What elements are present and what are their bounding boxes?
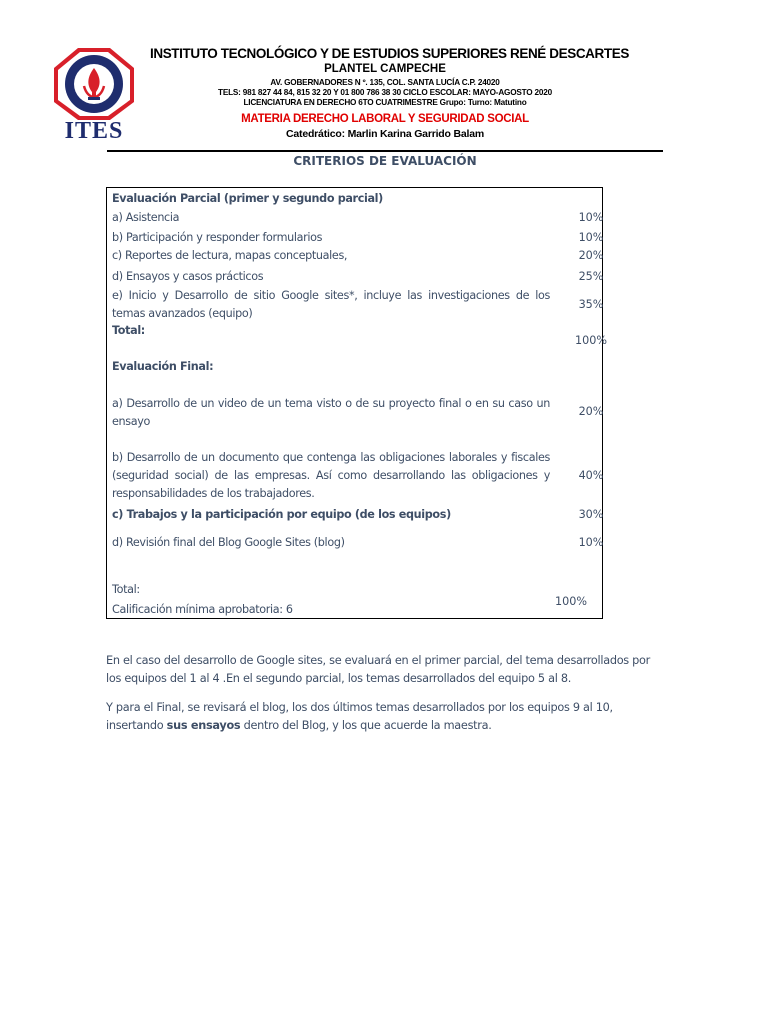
logo-wordmark: ITES [64, 118, 124, 142]
final-item-label: b) Desarrollo de un documento que contenga las obligaciones laborales y fiscales (seguridad social) de las empresas. Así como desarrollando las obligaciones y responsabilidades de los trabajadores. [112, 451, 550, 500]
final-total-label: Total: [112, 583, 140, 596]
partial-item-label: b) Participación y responder formularios [112, 231, 323, 244]
header-divider [107, 150, 663, 152]
final-item-pct: 20% [578, 405, 604, 418]
final-item-pct: 10% [578, 536, 604, 549]
partial-item-label: a) Asistencia [112, 211, 180, 224]
partial-item-label: d) Ensayos y casos prácticos [112, 270, 264, 283]
partial-total-pct: 100% [575, 334, 607, 347]
phones-line: TELS: 981 827 44 84, 815 32 20 Y 01 800 786 38 30 CICLO ESCOLAR: MAYO-AGOSTO 2020 [218, 88, 552, 97]
partial-item-label: e) Inicio y Desarrollo de sitio Google sites*, incluye las investigaciones de los temas avanzados (equipo) [112, 289, 550, 320]
partial-title: Evaluación Parcial (primer y segundo parcial) [112, 192, 383, 205]
section-title: CRITERIOS DE EVALUACIÓN [293, 154, 477, 168]
blog-note-bold: sus ensayos [166, 719, 241, 732]
google-sites-note: En el caso del desarrollo de Google sites, se evaluará en el primer parcial, del tema desarrollados por los equipos del 1 al 4 .En el segundo parcial, los temas desarrollados del equipo 5 al 8. [106, 654, 651, 685]
blog-note [106, 699, 666, 735]
subject-line: MATERIA DERECHO LABORAL Y SEGURIDAD SOCIAL [241, 113, 529, 125]
partial-item-pct: 20% [578, 249, 604, 262]
campus-name: PLANTEL CAMPECHE [324, 63, 446, 75]
partial-item-pct: 10% [578, 231, 604, 244]
final-item-label: d) Revisión final del Blog Google Sites (blog) [112, 536, 345, 549]
final-item-pct: 40% [578, 469, 604, 482]
teacher-line: Catedrático: Marlin Karina Garrido Balam [286, 128, 484, 140]
final-total-pct: 100% [555, 595, 587, 608]
final-title: Evaluación Final: [112, 360, 214, 373]
address-line: AV. GOBERNADORES N º. 135, COL. SANTA LUCÍA C.P. 24020 [270, 78, 500, 87]
final-item-label: a) Desarrollo de un video de un tema visto o de su proyecto final o en su caso un ensayo [112, 397, 550, 428]
min-grade: Calificación mínima aprobatoria: 6 [112, 603, 293, 616]
partial-item-pct: 35% [578, 298, 604, 311]
partial-total-label: Total: [112, 324, 145, 337]
partial-item-pct: 25% [578, 270, 604, 283]
program-line: LICENCIATURA EN DERECHO 6TO CUATRIMESTRE Grupo: Turno: Matutino [243, 98, 527, 107]
blog-note-end: dentro del Blog, y los que acuerde la maestra. [240, 719, 492, 732]
final-item-label: c) Trabajos y la participación por equipo (de los equipos) [112, 508, 451, 521]
blog-note-start: Y para el Final, se revisará el blog, los dos últimos temas desarrollados por los equipos 9 al 10, insertando [106, 701, 613, 732]
ites-logo [48, 46, 140, 142]
final-item-pct: 30% [578, 508, 604, 521]
partial-item-label: c) Reportes de lectura, mapas conceptuales, [112, 249, 348, 262]
partial-item-pct: 10% [578, 211, 604, 224]
institute-name: INSTITUTO TECNOLÓGICO Y DE ESTUDIOS SUPERIORES RENÉ DESCARTES [150, 46, 629, 61]
